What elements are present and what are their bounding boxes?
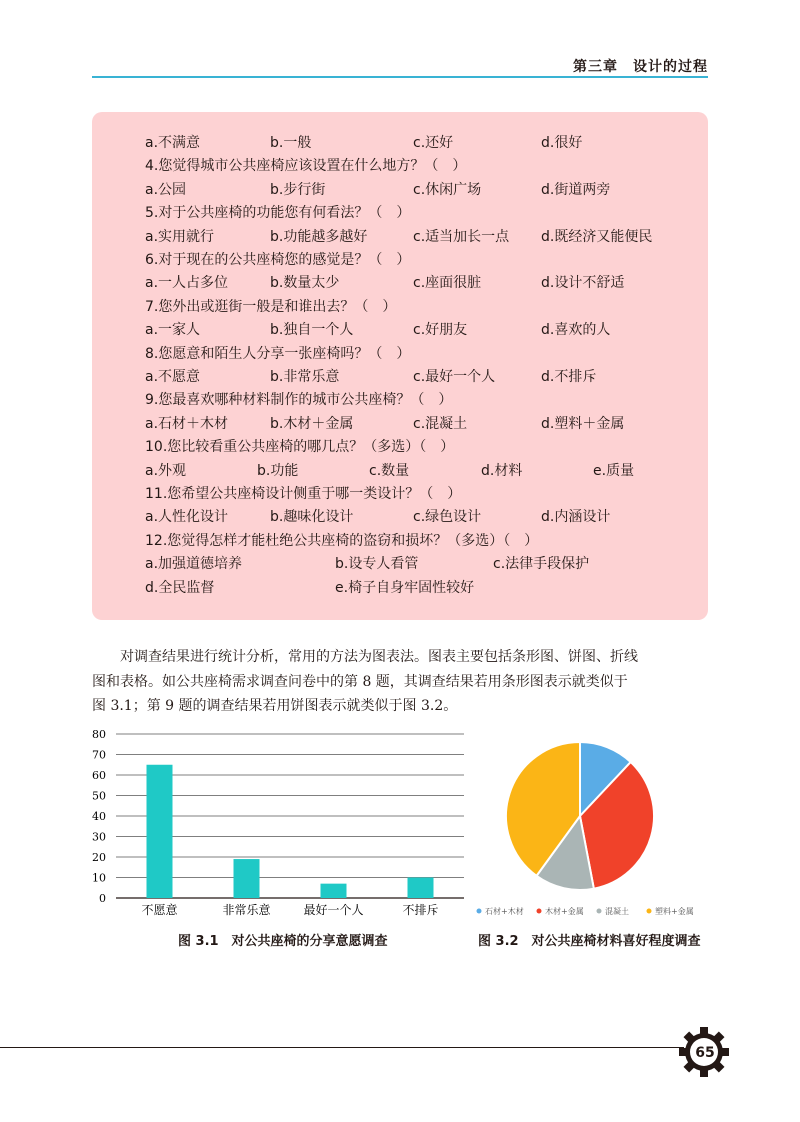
answer-option: a.加强道德培养 [145,556,243,573]
option-row [145,413,705,436]
answer-option: b.设专人看管 [335,556,419,573]
legend-label: 塑料+金属 [655,907,694,916]
y-tick-label: 50 [92,789,106,803]
answer-option: c.适当加长一点 [413,228,510,245]
bar-chart-caption: 图 3.1 对公共座椅的分享意愿调查 [178,934,388,949]
footer-rule [0,1047,684,1048]
answer-option: d.不排斥 [541,369,597,385]
y-tick-label: 80 [92,728,106,741]
option-row [145,506,705,529]
answer-option: e.椅子自身牢固性较好 [335,579,475,596]
answer-option: c.混凝土 [413,415,468,432]
y-tick-label: 30 [92,830,106,844]
option-row [145,272,705,295]
question-text: 10.您比较看重公共座椅的哪几点？（多选）（ ） [145,439,455,456]
answer-option: a.不满意 [145,135,201,151]
chapter-title: 第三章 设计的过程 [573,59,708,75]
answer-option: a.人性化设计 [145,509,229,526]
question-text: 8.您愿意和陌生人分享一张座椅吗？（ ） [145,345,411,362]
answer-option: d.内涵设计 [541,509,611,526]
x-tick-label: 最好一个人 [303,903,364,917]
question-text: 9.您最喜欢哪种材料制作的城市公共座椅？（ ） [145,392,453,409]
y-tick-label: 20 [92,851,106,864]
legend-label: 混凝土 [605,907,629,916]
y-tick-label: 70 [92,748,106,762]
x-tick-label: 不排斥 [402,903,439,917]
question-text: 11.您希望公共座椅设计侧重于哪一类设计？（ ） [145,486,462,502]
y-tick-label: 40 [92,810,106,823]
bar [147,765,173,898]
bar [321,884,347,898]
answer-option: c.最好一个人 [413,369,496,385]
answer-option: e.质量 [593,462,635,479]
answer-option: a.外观 [145,462,187,479]
option-row [145,460,705,483]
legend-marker [597,909,602,914]
question-text: 12.您觉得怎样才能杜绝公共座椅的盗窃和损坏？（多选）（ ） [145,532,539,549]
answer-option: a.公园 [145,181,187,198]
answer-option: d.塑料＋金属 [541,415,625,432]
answer-option: c.休闲广场 [413,181,482,198]
answer-option: b.非常乐意 [270,369,340,385]
option-row [145,366,705,389]
page-number: 65 [695,1045,715,1061]
answer-option: b.功能越多越好 [270,228,368,245]
bar-chart [86,728,466,928]
answer-option: c.座面很脏 [413,275,482,292]
option-row [145,132,705,155]
answer-option: c.绿色设计 [413,509,482,526]
answer-option: b.步行街 [270,181,326,198]
answer-option: d.既经济又能便民 [541,228,653,245]
answer-option: b.木材＋金属 [270,415,354,432]
answer-option: d.设计不舒适 [541,275,625,292]
answer-option: a.实用就行 [145,228,215,245]
option-row [145,179,705,202]
y-tick-label: 60 [92,769,106,782]
question-text: 5.对于公共座椅的功能您有何看法？（ ） [145,205,411,222]
option-row [145,319,705,342]
answer-option: c.好朋友 [413,322,468,339]
answer-option: a.一人占多位 [145,275,229,292]
answer-option: b.一般 [270,135,312,151]
answer-option: d.喜欢的人 [541,322,611,339]
question-text: 7.您外出或逛街一般是和谁出去？（ ） [145,298,397,315]
x-tick-label: 非常乐意 [222,903,271,917]
paragraph-line: 图和表格。如公共座椅需求调查问卷中的第 8 题，其调查结果若用条形图表示就类似于 [92,673,628,690]
answer-option: d.全民监督 [145,579,215,596]
pie-chart-caption: 图 3.2 对公共座椅材料喜好程度调查 [478,934,701,949]
answer-option: c.还好 [413,135,454,151]
option-row [145,553,705,576]
answer-option: c.数量 [369,462,410,479]
question-text: 4.您觉得城市公共座椅应该设置在什么地方？（ ） [145,158,467,175]
legend-marker [537,909,542,914]
y-tick-label: 10 [92,871,106,885]
paragraph-line: 图 3.1；第 9 题的调查结果若用饼图表示就类似于图 3.2。 [92,698,458,714]
answer-option: d.材料 [481,462,523,479]
bar [234,859,260,898]
answer-option: a.不愿意 [145,369,201,385]
answer-option: b.独自一个人 [270,322,354,339]
answer-option: d.很好 [541,135,583,151]
answer-option: c.法律手段保护 [493,556,590,573]
answer-option: a.石材＋木材 [145,415,229,432]
x-tick-label: 不愿意 [141,903,178,917]
answer-option: a.一家人 [145,322,201,339]
legend-marker [477,909,482,914]
answer-option: b.功能 [257,462,299,479]
question-text: 6.对于现在的公共座椅您的感觉是？（ ） [145,252,411,268]
y-tick-label: 0 [99,892,106,905]
option-row [145,577,705,600]
answer-option: b.数量太少 [270,275,340,292]
legend-marker [647,909,652,914]
answer-option: b.趣味化设计 [270,509,354,526]
option-row [145,226,705,249]
legend-label: 石材+木材 [485,907,524,916]
pie-chart [470,736,710,926]
answer-option: d.街道两旁 [541,181,611,198]
legend-label: 木材+金属 [545,907,584,916]
header-rule [92,76,708,78]
paragraph-line: 对调查结果进行统计分析，常用的方法为图表法。图表主要包括条形图、饼图、折线 [92,649,638,665]
bar [408,878,434,899]
